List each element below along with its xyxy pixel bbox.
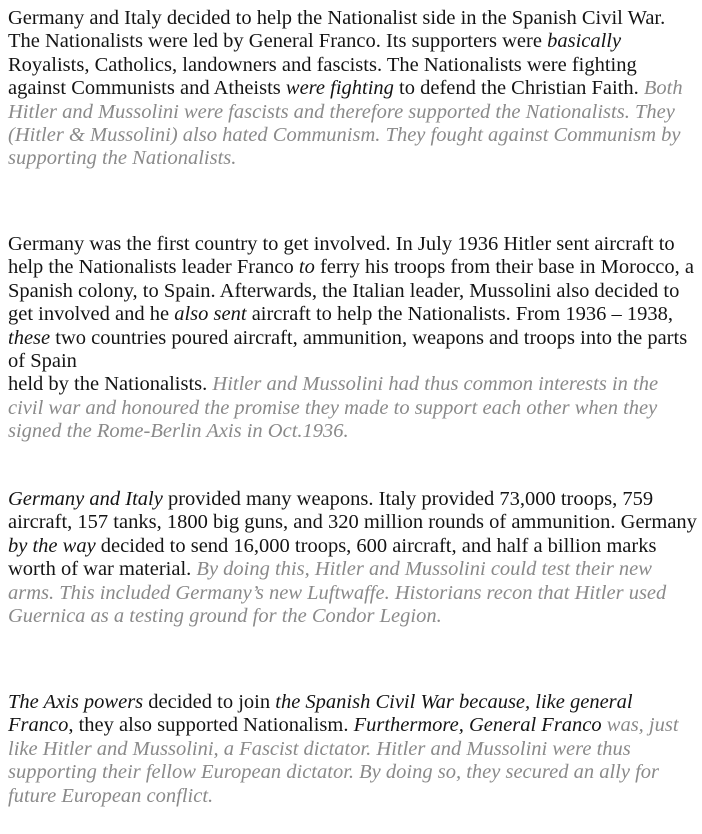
text-run: to defend the Christian Faith.	[393, 77, 644, 100]
italic-run: The Axis powers	[8, 691, 144, 713]
text-run: Royalists, Catholics, landowners and fascists. The Nationalists were fighting against Communists and Atheists	[8, 53, 637, 100]
grey-annotation-run: was, just like Hitler and Mussolini, a Fascist dictator. Hitler and Mussolini were thus supporting their fellow European dictator. By doing so, they secured an ally for future European conflict.	[8, 714, 679, 807]
grey-annotation-run: Hitler and Mussolini had thus common interests in the civil war and honoured the promise they made to support each other when they signed the Rome-Berlin Axis in Oct.1936.	[8, 373, 659, 443]
italic-run: were fighting	[285, 77, 394, 100]
text-run: Germany and Italy decided to help the Nationalist side in the Spanish Civil War. The Nationalists were led by General Franco. Its supporters were	[8, 7, 666, 53]
text-run: decided to send 16,000 troops, 600 aircraft, and half a billion marks worth of war material.	[8, 534, 657, 581]
italic-run: to	[298, 256, 315, 279]
grey-annotation-run: Both Hitler and Mussolini were fascists and therefore supported the Nationalists. They (Hitler & Mussolini) also hated Communism. They fought against Communism by supporting the Nationalists.	[8, 77, 683, 170]
text-run: provided many weapons. Italy provided 73,000 troops, 759 aircraft, 157 tanks, 1800 big guns, and 320 million rounds of ammunition. Germany	[8, 488, 697, 534]
text-run: held by the Nationalists.	[8, 373, 213, 396]
text-run: decided to join	[143, 691, 276, 713]
paragraph-2	[8, 233, 698, 444]
text-run: ferry his troops from their base in Morocco, a Spanish colony, to Spain. Afterwards, the Italian leader, Mussolini also decided to get involved and he	[8, 256, 694, 326]
italic-run: these	[8, 326, 51, 349]
paragraph-4	[8, 691, 698, 808]
text-run: two countries poured aircraft, ammunition, weapons and troops into the parts of Spain	[8, 326, 688, 373]
paragraph-1	[8, 7, 698, 171]
grey-annotation-run: By doing this, Hitler and Mussolini could test their new arms. This included Germany’s new Luftwaffe. Historians recon that Hitler used Guernica as a testing ground for the Condor Legion.	[8, 558, 667, 628]
italic-run: Furthermore, General Franco	[353, 714, 602, 737]
italic-run: the Spanish Civil War because, like general Franco	[8, 691, 633, 737]
text-run: aircraft to help the Nationalists. From 1936 – 1938,	[246, 303, 673, 326]
italic-run: Germany and Italy	[8, 488, 163, 510]
italic-run: also sent	[174, 303, 247, 326]
italic-run: basically	[547, 30, 622, 53]
paragraph-3	[8, 488, 698, 628]
italic-run: by the way	[8, 534, 96, 557]
text-run: , they also supported Nationalism.	[68, 714, 354, 737]
text-run: Germany was the first country to get involved. In July 1936 Hitler sent aircraft to help the Nationalists leader Franco	[8, 233, 675, 279]
